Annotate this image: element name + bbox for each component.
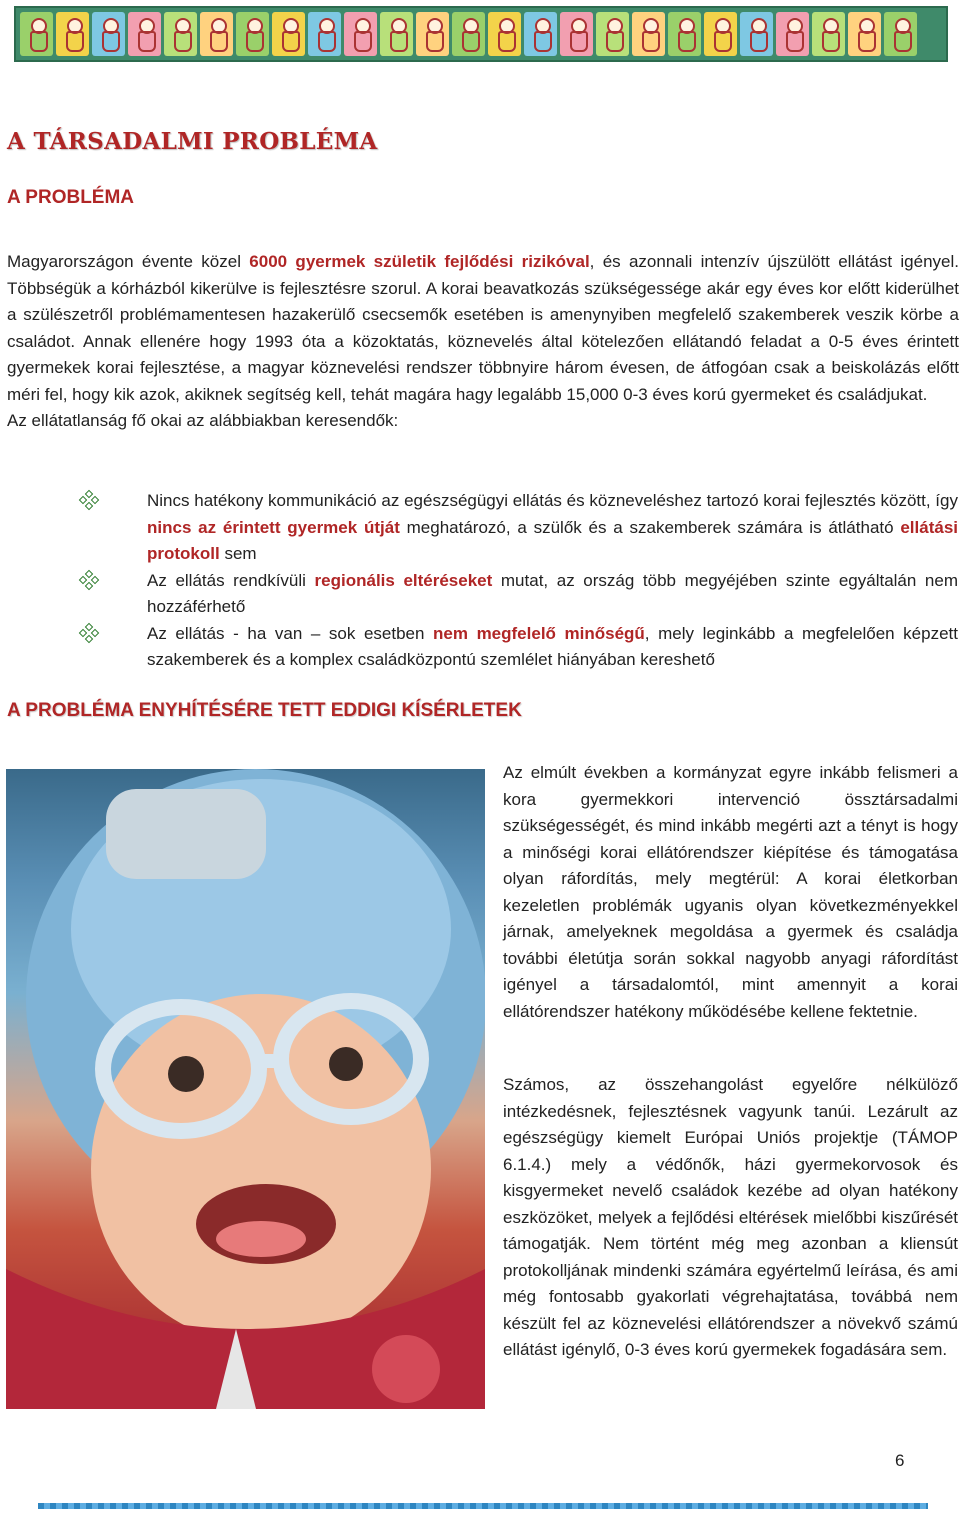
child-figure-icon (92, 12, 125, 56)
child-figure-icon (164, 12, 197, 56)
child-figure-icon (236, 12, 269, 56)
bullet-text: mutat, az ország több megyéjében szinte egyáltalán nem hozzáférhető (147, 570, 959, 616)
child-figure-icon (488, 12, 521, 56)
intro-text-start: Magyarországon évente közel (7, 252, 250, 271)
child-figure-icon (308, 12, 341, 56)
list-item (80, 488, 958, 568)
child-figure-icon (740, 12, 773, 56)
list-item (80, 621, 958, 674)
bullet-text: Az ellátás rendkívüli (147, 570, 315, 590)
child-figure-icon (884, 12, 917, 56)
child-figure-icon (128, 12, 161, 56)
bullet-text: Nincs hatékony kommunikáció az egészségügyi ellátás és közneveléshez tartozó korai fejlesztés között, így (147, 491, 958, 510)
section-heading-problem: A PROBLÉMA (7, 187, 135, 208)
banner-strip (16, 8, 946, 60)
child-figure-icon (344, 12, 377, 56)
child-photo-illustration (6, 769, 485, 1409)
child-figure-icon (596, 12, 629, 56)
child-photo (6, 769, 485, 1409)
page-title: A TÁRSADALMI PROBLÉMA (7, 128, 378, 155)
diamond-bullet-icon (80, 491, 98, 509)
child-figure-icon (704, 12, 737, 56)
child-figure-icon (524, 12, 557, 56)
child-figure-icon (200, 12, 233, 56)
intro-text-end: , és azonnali intenzív újszülött ellátást igényel. Többségük a kórházból kikerülve is fejlesztésre szorul. A korai beavatkozás szükségessége akár egy éves kor előtt kiderülhet a szülészetről problémamentesen hazakerülő csecsemők esetében is amenynyiben megfelelő szakemberek veszik körbe a családot. Annak ellenére hogy 1993 óta a közoktatás, köznevelés által kötelezően ellátandó feladat a 0-5 éves érintett gyermekek korai fejlesztése, a magyar köznevelési rendszer többnyire három évesen, de átfogóan csak a beiskolázás előtt méri fel, hogy kik azok, akiknek segítség kell, tehát magára hagy legalább 15,000 0-3 éves korú gyermeket és családjukat. (7, 252, 959, 404)
child-figure-icon (668, 12, 701, 56)
causes-intro: Az ellátatlanság fő okai az alábbiakban keresendők: (7, 411, 399, 430)
bullet-text: meghatározó, a szülők és a szakemberek számára is átlátható (399, 517, 901, 537)
attempts-paragraph-2: Számos, az összehangolást egyelőre nélkülöző intézkedésnek, fejlesztésnek vagyunk tanúi. Lezárult az egészségügy kiemelt Európai Uniós projektje (TÁMOP 6.1.4.) mely a védőnők, házi gyermekorvosok és kisgyermeket nevelő családok kezébe ad olyan hatékony eszközöket, melyek a fejlődési eltérések mielőbbi kiszűrését támogatják. Nem történt még meg azonban a kliensút protokolljának mindenki számára egyértelmű leírása, és ami még fontosabb gyakorlati végrehajtatása, továbbá nem készült fel az köznevelési ellátórendszer a növekvő számú ellátást igénylő, 0-3 éves korú gyermekek fogadására sem. (503, 1075, 958, 1359)
causes-list (80, 488, 958, 674)
child-figure-icon (848, 12, 881, 56)
bullet-highlight: ellátási protokoll (147, 517, 958, 563)
diamond-bullet-icon (80, 624, 98, 642)
child-figure-icon (380, 12, 413, 56)
bullet-highlight: nincs az érintett gyermek útját (147, 517, 400, 537)
child-figure-icon (776, 12, 809, 56)
bullet-highlight: regionális eltéréseket (314, 570, 493, 590)
list-item (80, 568, 958, 621)
bullet-text: , mely leginkább a megfelelően képzett szakemberek és a komplex családközpontú szemlélet hiányában kereshető (147, 623, 958, 669)
intro-highlight: 6000 gyermek születik fejlődési rizikóval (249, 252, 590, 271)
page-number: 6 (895, 1451, 905, 1470)
child-figure-icon (452, 12, 485, 56)
child-figure-icon (272, 12, 305, 56)
child-figure-icon (416, 12, 449, 56)
intro-paragraph (7, 249, 959, 435)
attempts-paragraph-1: Az elmúlt években a kormányzat egyre inkább felismeri a kora gyermekkori intervenció össztársadalmi szükségességét, és mind inkább megérti azt a tényt is hogy a minőségi korai ellátórendszer kiépítése és támogatása olyan ráfordítás, mely megtérül: A korai életkorban kezeletlen problémák ugyanis olyan következményekkel járnak, amelyeknek megoldása a gyermek és családja további életútja során sokkal nagyobb anyagi ráfordítást igényel a társadalomtól, mint amennyit a korai ellátórendszer hatékony működésébe kellene fektetnie. (503, 763, 958, 1021)
child-figure-icon (560, 12, 593, 56)
bullet-text: Az ellátás - ha van – sok esetben (147, 623, 434, 643)
footer-rule (38, 1503, 928, 1509)
bullet-text: sem (219, 544, 257, 563)
child-figure-icon (56, 12, 89, 56)
bullet-highlight: nem megfelelő minőségű (433, 623, 645, 643)
child-figure-icon (632, 12, 665, 56)
child-figure-icon (812, 12, 845, 56)
diamond-bullet-icon (80, 571, 98, 589)
section-heading-attempts: A PROBLÉMA ENYHÍTÉSÉRE TETT EDDIGI KÍSÉRLETEK (7, 700, 522, 721)
child-figure-icon (20, 12, 53, 56)
header-banner (14, 6, 948, 62)
